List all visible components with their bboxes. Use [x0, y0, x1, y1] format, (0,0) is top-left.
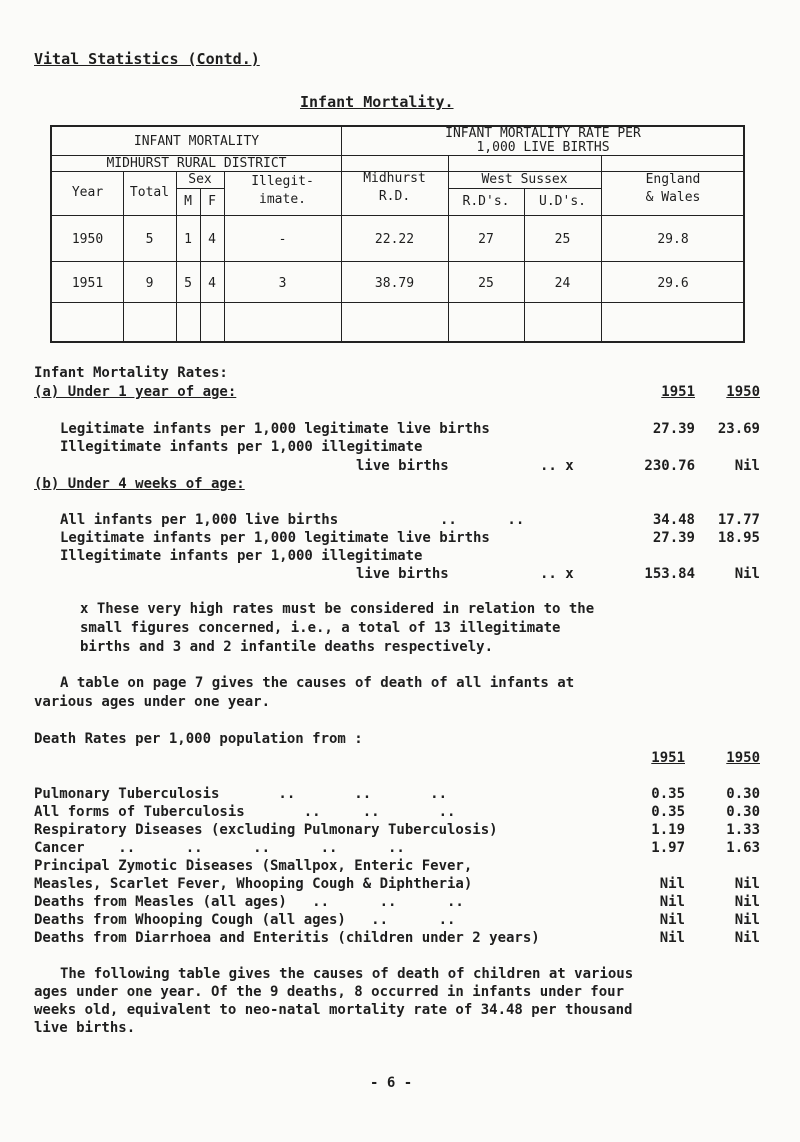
rates-b-line3b: live births	[356, 566, 449, 582]
para2-line1: The following table gives the causes of death of children at various	[60, 966, 634, 982]
rates-b-label	[34, 476, 245, 492]
death-rate-1950: Nil	[734, 894, 760, 910]
col-england-line2: & Wales	[645, 190, 701, 205]
cell-illegit: -	[278, 232, 287, 247]
death-rate-1951: 0.35	[651, 786, 685, 802]
rates-a-line2b: live births	[356, 458, 449, 474]
rates-b-line1: All infants per 1,000 live births	[60, 512, 339, 528]
para2-line4: live births.	[34, 1020, 136, 1036]
rates-b-line2: Legitimate infants per 1,000 legitimate live births	[60, 530, 490, 546]
page-subtitle: Infant Mortality.	[300, 93, 454, 111]
cell-year: 1950	[71, 232, 104, 247]
cell-total: 5	[145, 232, 154, 247]
col-uds: U.D's.	[539, 194, 586, 209]
list-item: Deaths from Diarrhoea and Enteritis (children under 2 years)	[34, 930, 540, 946]
death-rates-heading: Death Rates per 1,000 population from :	[34, 731, 363, 747]
cell-m: 5	[184, 276, 192, 291]
rates-b-line3-dots: .. x	[540, 566, 574, 582]
col-west-sussex: West Sussex	[481, 172, 568, 187]
cell-total: 9	[145, 276, 154, 291]
list-item: Pulmonary Tuberculosis .. .. ..	[34, 786, 448, 802]
rates-b-line1-1950: 17.77	[717, 512, 760, 528]
col-england-line1: England	[645, 172, 701, 187]
page-number: - 6 -	[370, 1075, 413, 1091]
cell-uds: 25	[554, 232, 571, 247]
list-item: Deaths from Measles (all ages) .. .. ..	[34, 894, 464, 910]
rates-b-line3-1951: 153.84	[644, 566, 695, 582]
rates-a-line1-1950: 23.69	[717, 421, 760, 437]
rates-heading: Infant Mortality Rates:	[34, 365, 228, 381]
cell-m: 1	[184, 232, 192, 247]
rates-a-line1-1951: 27.39	[652, 421, 695, 437]
para1-line1: A table on page 7 gives the causes of death of all infants at	[60, 675, 575, 691]
col-year: Year	[71, 185, 104, 200]
rates-year-1950: 1950	[726, 384, 760, 400]
col-midhurst-line2: R.D.	[378, 189, 411, 204]
rates-b-line1-dots: .. ..	[440, 512, 525, 528]
cell-rds: 27	[478, 232, 494, 247]
note-line3: births and 3 and 2 infantile deaths respectively.	[80, 639, 494, 655]
death-rate-1950: Nil	[734, 912, 760, 928]
col-midhurst-line1: Midhurst	[363, 171, 426, 186]
death-rate-1950: Nil	[734, 876, 760, 892]
list-item: Measles, Scarlet Fever, Whooping Cough & Diphtheria)	[34, 876, 473, 892]
list-item: Deaths from Whooping Cough (all ages) .. ..	[34, 912, 456, 928]
rates-b-label-text: (b) Under 4 weeks of age:	[34, 476, 245, 492]
para1-line2: various ages under one year.	[34, 694, 271, 710]
note-line1: x These very high rates must be considered in relation to the	[80, 601, 595, 617]
death-rate-1950: 0.30	[726, 786, 760, 802]
rates-b-line1-1951: 34.48	[652, 512, 695, 528]
death-rate-1951: Nil	[659, 876, 685, 892]
para2-line3: weeks old, equivalent to neo-natal mortality rate of 34.48 per thousand	[34, 1002, 633, 1018]
rates-a-line2-1950: Nil	[734, 458, 760, 474]
col-rds: R.D's.	[462, 194, 510, 209]
rates-a-label	[34, 384, 236, 400]
rates-a-line1: Legitimate infants per 1,000 legitimate live births	[60, 421, 490, 437]
district-header: MIDHURST RURAL DISTRICT	[106, 156, 287, 171]
col-illegit-line2: imate.	[259, 192, 306, 207]
rates-b-line3-1950: Nil	[734, 566, 760, 582]
cell-f: 4	[208, 276, 216, 291]
death-rate-1950: 0.30	[726, 804, 760, 820]
death-rate-1951: Nil	[659, 912, 685, 928]
death-rate-1951: Nil	[659, 894, 685, 910]
cell-england: 29.6	[657, 276, 689, 291]
rates-b-line2-1951: 27.39	[652, 530, 695, 546]
rates-a-label-text: (a) Under 1 year of age:	[34, 384, 237, 400]
rates-year-1951: 1951	[661, 384, 695, 400]
death-rates-year-1951: 1951	[651, 750, 685, 766]
list-item: All forms of Tuberculosis .. .. ..	[34, 804, 456, 820]
death-rates-year-1950: 1950	[726, 750, 760, 766]
rates-a-line2a: Illegitimate infants per 1,000 illegitimate	[60, 439, 423, 455]
death-rate-1950: Nil	[734, 930, 760, 946]
col-sex: Sex	[188, 172, 212, 187]
col-total: Total	[129, 185, 170, 200]
cell-uds: 24	[554, 276, 571, 291]
col-illegit-line1: Illegit-	[251, 174, 314, 189]
cell-illegit: 3	[278, 276, 287, 291]
cell-midhurst: 22.22	[374, 232, 415, 247]
death-rate-1951: 1.97	[651, 840, 685, 856]
cell-year: 1951	[71, 276, 104, 291]
group-infant-mortality-header: INFANT MORTALITY	[133, 134, 260, 149]
col-m: M	[184, 194, 192, 209]
group-rate-header-line2: 1,000 LIVE BIRTHS	[476, 140, 610, 155]
cell-rds: 25	[478, 276, 494, 291]
rates-a-line2-dots: .. x	[540, 458, 574, 474]
death-rate-1950: 1.33	[726, 822, 760, 838]
list-item: Principal Zymotic Diseases (Smallpox, Enteric Fever,	[34, 858, 473, 874]
rates-a-line2-1951: 230.76	[644, 458, 695, 474]
death-rate-1951: 1.19	[651, 822, 685, 838]
cell-england: 29.8	[657, 232, 689, 247]
note-line2: small figures concerned, i.e., a total of 13 illegitimate	[80, 620, 561, 636]
death-rate-1951: Nil	[659, 930, 685, 946]
rates-b-line3a: Illegitimate infants per 1,000 illegitimate	[60, 548, 423, 564]
col-f: F	[208, 194, 216, 209]
list-item: Cancer .. .. .. .. ..	[34, 840, 405, 856]
infant-mortality-table	[50, 125, 745, 343]
cell-midhurst: 38.79	[374, 276, 415, 291]
para2-line2: ages under one year. Of the 9 deaths, 8 occurred in infants under four	[34, 984, 625, 1000]
death-rate-1951: 0.35	[651, 804, 685, 820]
section-title: Vital Statistics (Contd.)	[34, 50, 260, 68]
group-rate-header-line1: INFANT MORTALITY RATE PER	[445, 126, 641, 141]
death-rate-1950: 1.63	[726, 840, 760, 856]
list-item: Respiratory Diseases (excluding Pulmonary Tuberculosis)	[34, 822, 498, 838]
rates-b-line2-1950: 18.95	[717, 530, 760, 546]
cell-f: 4	[208, 232, 216, 247]
